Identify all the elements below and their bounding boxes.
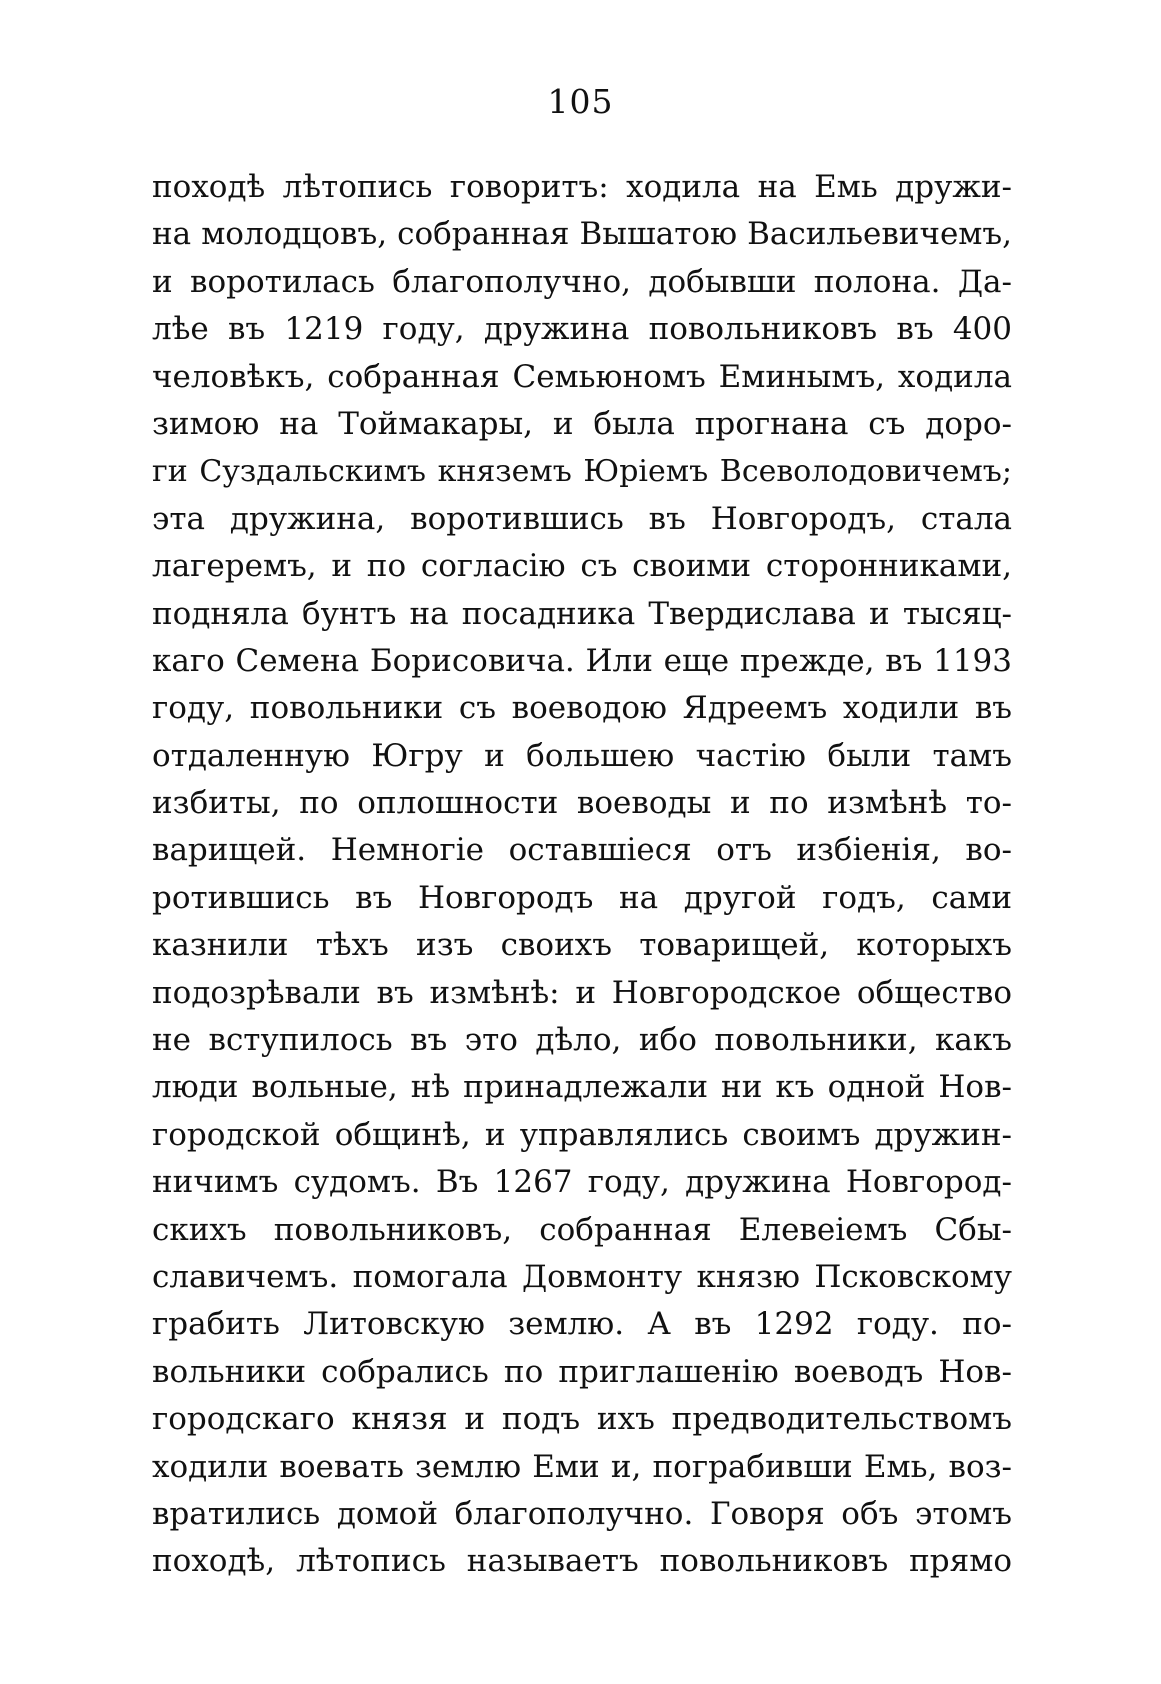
body-text bbox=[152, 164, 1012, 1586]
page-number: 105 bbox=[547, 82, 614, 121]
text-line: ходили воевать землю Еми и, пограбивши Емь, воз- bbox=[152, 1448, 1012, 1485]
text-line: и воротилась благополучно, добывши полона. Да- bbox=[152, 263, 1012, 300]
text-line: казнили тѣхъ изъ своихъ товарищей, которыхъ bbox=[152, 927, 1012, 964]
text-line: варищей. Немногіе оставшіеся отъ избіенія, во- bbox=[152, 832, 1012, 869]
text-line: лагеремъ, и по согласію съ своими сторонниками, bbox=[152, 548, 1012, 585]
text-line: подозрѣвали въ измѣнѣ: и Новгородское общество bbox=[152, 974, 1012, 1011]
text-line: году, повольники съ воеводою Ядреемъ ходили въ bbox=[152, 690, 1012, 727]
text-line: ротившись въ Новгородъ на другой годъ, сами bbox=[152, 879, 1012, 916]
text-line: на молодцовъ, собранная Вышатою Васильевичемъ, bbox=[152, 216, 1012, 253]
text-line: вратились домой благополучно. Говоря объ этомъ bbox=[152, 1495, 1012, 1532]
text-line: походѣ, лѣтопись называетъ повольниковъ прямо bbox=[152, 1543, 1012, 1580]
text-line: люди вольные, нѣ принадлежали ни къ одной Нов- bbox=[152, 1069, 1012, 1106]
text-line: городской общинѣ, и управлялись своимъ дружин- bbox=[152, 1116, 1012, 1153]
text-line: эта дружина, воротившись въ Новгородъ, стала bbox=[152, 500, 1012, 537]
text-line: ги Суздальскимъ княземъ Юріемъ Всеволодовичемъ; bbox=[152, 454, 1012, 490]
text-line: славичемъ. помогала Довмонту князю Псковскому bbox=[152, 1258, 1012, 1295]
text-line: подняла бунтъ на посадника Твердислава и тысяц- bbox=[152, 595, 1012, 632]
text-line: лѣе въ 1219 году, дружина повольниковъ въ 400 bbox=[152, 311, 1012, 348]
text-line: скихъ повольниковъ, собранная Елевеіемъ Сбы- bbox=[152, 1211, 1012, 1248]
text-line: человѣкъ, собранная Семьюномъ Еминымъ, ходила bbox=[152, 358, 1012, 395]
text-line: походѣ лѣтопись говоритъ: ходила на Емь дружи- bbox=[152, 169, 1012, 205]
text-line: вольники собрались по приглашенію воеводъ Нов- bbox=[152, 1353, 1012, 1390]
text-line: грабить Литовскую землю. А въ 1292 году. по- bbox=[152, 1306, 1012, 1343]
text-line: ничимъ судомъ. Въ 1267 году, дружина Новгород- bbox=[152, 1164, 1012, 1201]
text-line: не вступилось въ это дѣло, ибо повольники, какъ bbox=[152, 1022, 1012, 1059]
text-line: каго Семена Борисовича. Или еще прежде, въ 1193 bbox=[152, 642, 1012, 679]
text-line: городскаго князя и подъ ихъ предводительствомъ bbox=[152, 1401, 1012, 1438]
text-line: зимою на Тоймакары, и была прогнана съ доро- bbox=[152, 405, 1012, 442]
text-line: отдаленную Югру и большею частію были тамъ bbox=[152, 737, 1012, 774]
text-line: избиты, по оплошности воеводы и по измѣнѣ то- bbox=[152, 785, 1012, 822]
